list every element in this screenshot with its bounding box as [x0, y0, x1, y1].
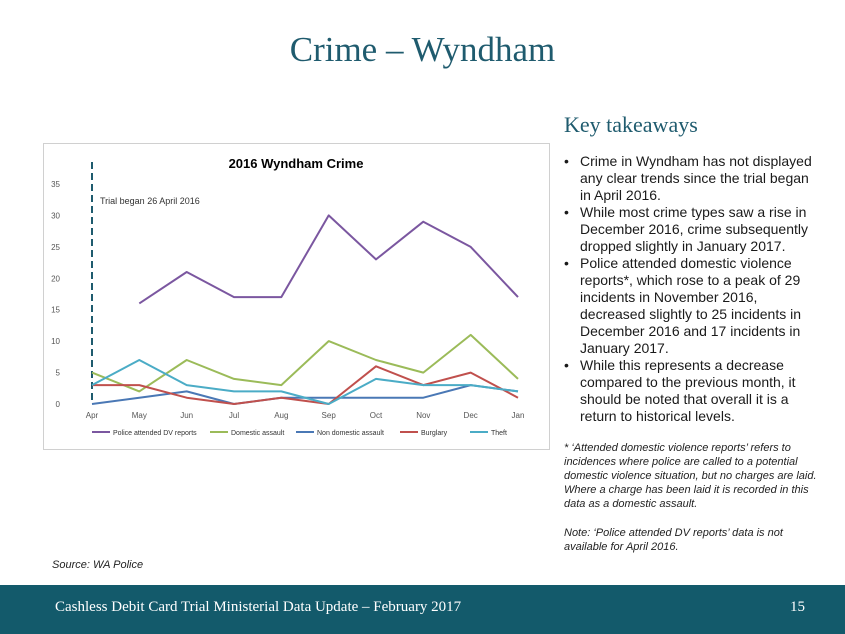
series-line: [139, 215, 518, 303]
page-number: 15: [790, 599, 805, 615]
legend-label: Police attended DV reports: [113, 430, 197, 437]
line-chart: [44, 144, 549, 449]
x-tick-label: Oct: [369, 411, 383, 420]
key-takeaways-list: [562, 153, 820, 425]
legend-label: Burglary: [421, 430, 448, 437]
x-tick-label: Dec: [463, 411, 478, 420]
y-tick-label: 5: [55, 368, 60, 378]
page-title: Crime – Wyndham: [289, 30, 556, 69]
x-tick-label: Sep: [321, 411, 336, 420]
footer-text: Cashless Debit Card Trial Ministerial Data Update – February 2017: [55, 599, 462, 615]
x-tick-label: Jun: [180, 411, 194, 420]
source-citation: Source: WA Police: [52, 559, 144, 571]
legend-label: Non domestic assault: [317, 430, 384, 437]
chart-container: [43, 143, 550, 450]
y-tick-label: 30: [51, 211, 60, 221]
x-tick-label: Jan: [511, 411, 525, 420]
takeaway-item: • Police attended domestic violence reports*, which rose to a peak of 29 incidents in November 2016, decreased slightly to 25 incidents in December 2016 and 17 incidents in January 2017.: [562, 255, 820, 357]
footnote: * ‘Attended domestic violence reports’ refers to incidences where police are called to a potential domestic violence situation, but no charges are laid. Where a charge has been laid it is recorded in this data as a domestic assault.: [564, 442, 817, 510]
footer-bar: [0, 585, 845, 634]
x-tick-label: Nov: [416, 411, 431, 420]
chart-title: 2016 Wyndham Crime: [228, 156, 364, 171]
x-tick-label: Jul: [228, 411, 240, 420]
y-tick-label: 10: [51, 337, 60, 347]
y-tick-label: 20: [51, 274, 60, 284]
series-line: [92, 360, 518, 404]
y-tick-label: 0: [55, 400, 60, 409]
y-tick-label: 25: [51, 242, 60, 252]
legend-label: Domestic assault: [231, 430, 285, 437]
x-tick-label: Aug: [274, 411, 289, 420]
trial-annotation: Trial began 26 April 2016: [100, 196, 200, 206]
takeaway-item: • While this represents a decrease compared to the previous month, it should be noted that overall it is a return to historical levels.: [562, 357, 820, 425]
takeaway-item: • While most crime types saw a rise in December 2016, crime subsequently dropped slightly in January 2017.: [562, 204, 820, 255]
legend-label: Theft: [491, 430, 507, 437]
x-tick-label: May: [131, 411, 147, 420]
series-line: [92, 335, 518, 392]
data-note: Note: ‘Police attended DV reports’ data is not available for April 2016.: [564, 527, 783, 553]
x-tick-label: Apr: [85, 411, 99, 420]
y-tick-label: 35: [51, 180, 60, 189]
key-takeaways-heading: Key takeaways: [564, 112, 698, 137]
y-tick-label: 15: [51, 305, 60, 315]
takeaway-item: • Crime in Wyndham has not displayed any clear trends since the trial began in April 2016.: [562, 153, 820, 204]
